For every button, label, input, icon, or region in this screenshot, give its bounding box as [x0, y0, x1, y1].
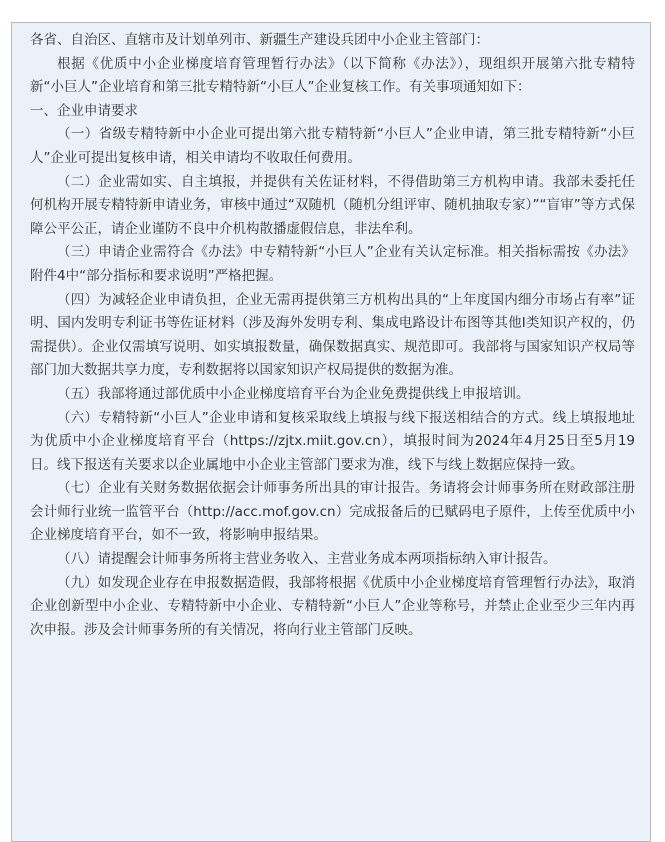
requirement-item-2: （二）企业需如实、自主填报，并提供有关佐证材料，不得借助第三方机构申请。我部未委托任何机构开展专精特新申请业务，审核中通过“双随机（随机分组评审、随机抽取专家）”“盲审”等方式保障公平公正，请企业谨防不良中介机构散播虚假信息，非法牟利。: [30, 173, 635, 237]
requirement-item-3: （三）申请企业需符合《办法》中专精特新“小巨人”企业有关认定标准。相关指标需按《办法》附件4中“部分指标和要求说明”严格把握。: [30, 244, 635, 284]
salutation: 各省、自治区、直辖市及计划单列市、新疆生产建设兵团中小企业主管部门：: [30, 32, 489, 48]
intro-paragraph: 根据《优质中小企业梯度培育管理暂行办法》（以下简称《办法》），现组织开展第六批专精特新“小巨人”企业培育和第三批专精特新“小巨人”企业复核工作。有关事项通知如下：: [30, 55, 635, 96]
requirement-item-7: （七）企业有关财务数据依据会计师事务所出具的审计报告。务请将会计师事务所在财政部注册会计师行业统一监管平台（http://acc.mof.gov.cn）完成报备后的已赋码电子原件，上传至优质中小企业梯度培育平台，如不一致，将影响申报结果。: [30, 480, 635, 544]
requirement-item-9: （九）如发现企业存在申报数据造假，我部将根据《优质中小企业梯度培育管理暂行办法》，取消企业创新型中小企业、专精特新中小企业、专精特新“小巨人”企业等称号，并禁止企业至少三年内再次申报。涉及会计师事务所的有关情况，将向行业主管部门反映。: [30, 574, 635, 638]
requirement-item-1: （一）省级专精特新中小企业可提出第六批专精特新“小巨人”企业申请，第三批专精特新“小巨人”企业可提出复核申请，相关申请均不收取任何费用。: [30, 126, 635, 166]
requirement-item-6: （六）专精特新“小巨人”企业申请和复核采取线上填报与线下报送相结合的方式。线上填报地址为优质中小企业梯度培育平台（https://zjtx.miit.gov.cn），填报时间为2024年4月25日至5月19日。线下报送有关要求以企业属地中小企业主管部门要求为准，线下与线上数据应保持一致。: [30, 409, 635, 473]
notice-document: [11, 22, 651, 842]
requirement-item-5: （五）我部将通过部优质中小企业梯度培育平台为企业免费提供线上申报培训。: [57, 385, 530, 402]
section-heading: 一、企业申请要求: [30, 102, 138, 119]
requirement-item-8: （八）请提醒会计师事务所将主营业务收入、主营业务成本两项指标纳入审计报告。: [57, 551, 557, 568]
notice-body: [30, 29, 635, 642]
requirement-item-4: （四）为减轻企业申请负担，企业无需再提供第三方机构出具的“上年度国内细分市场占有率”证明、国内发明专利证书等佐证材料（涉及海外发明专利、集成电路设计布图等其他I类知识产权的，仍需提供）。企业仅需填写说明、如实填报数量，确保数据真实、规范即可。我部将与国家知识产权局等部门加大数据共享力度，专利数据将以国家知识产权局提供的数据为准。: [30, 291, 635, 379]
